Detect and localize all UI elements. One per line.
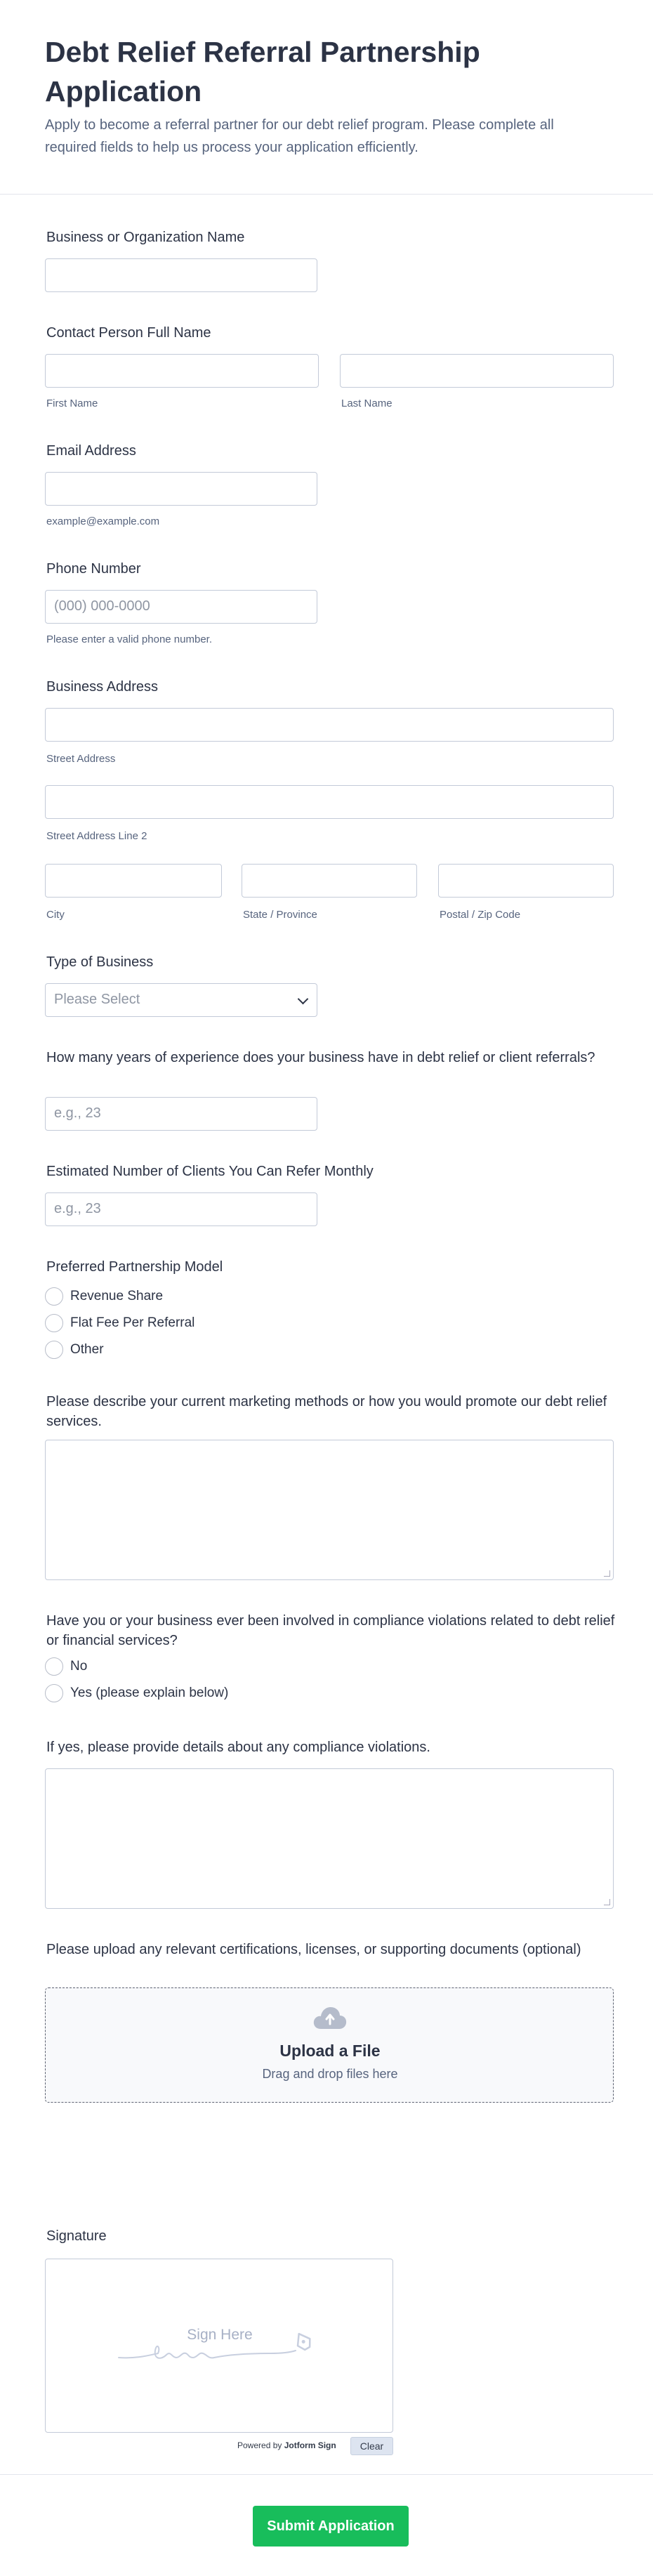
- business-name-label: Business or Organization Name: [46, 230, 245, 245]
- email-input[interactable]: [45, 472, 317, 506]
- street-address2-input[interactable]: [45, 785, 614, 819]
- signature-pad[interactable]: [45, 2259, 393, 2433]
- radio-compliance-yes-label: Yes (please explain below): [70, 1685, 229, 1700]
- header-divider: [0, 194, 653, 195]
- street-address-sublabel: Street Address: [46, 753, 116, 765]
- street-address2-sublabel: Street Address Line 2: [46, 830, 147, 842]
- powered-by-text: [237, 2440, 336, 2450]
- compliance-details-textarea[interactable]: [45, 1768, 614, 1909]
- clients-label: Estimated Number of Clients You Can Refer Monthly: [46, 1164, 374, 1179]
- state-input[interactable]: [242, 864, 417, 898]
- clients-input[interactable]: [45, 1192, 317, 1226]
- partnership-model-label: Preferred Partnership Model: [46, 1259, 223, 1275]
- business-type-selected: Please Select: [54, 992, 140, 1007]
- cloud-upload-icon: [312, 2005, 348, 2030]
- upload-hint: Drag and drop files here: [262, 2067, 398, 2081]
- experience-placeholder: e.g., 23: [54, 1105, 101, 1121]
- first-name-input[interactable]: [45, 354, 319, 388]
- radio-revenue-share[interactable]: [45, 1287, 63, 1306]
- radio-compliance-yes[interactable]: [45, 1684, 63, 1702]
- business-type-select[interactable]: [45, 983, 317, 1017]
- form-title: Debt Relief Referral Partnership Application: [45, 36, 480, 107]
- radio-compliance-no-label: No: [70, 1659, 88, 1674]
- phone-sublabel: Please enter a valid phone number.: [46, 633, 212, 645]
- powered-by-brand: Jotform Sign: [284, 2440, 336, 2450]
- compliance-details-label: If yes, please provide details about any compliance violations.: [46, 1740, 430, 1755]
- radio-compliance-no[interactable]: [45, 1657, 63, 1676]
- footer-divider: [0, 2474, 653, 2475]
- resize-handle[interactable]: [604, 1899, 610, 1905]
- business-name-input[interactable]: [45, 258, 317, 292]
- email-sublabel: example@example.com: [46, 515, 160, 527]
- city-input[interactable]: [45, 864, 222, 898]
- phone-input[interactable]: [45, 590, 317, 624]
- powered-by-prefix: Powered by: [237, 2440, 282, 2450]
- last-name-input[interactable]: [340, 354, 614, 388]
- last-name-sublabel: Last Name: [341, 397, 393, 409]
- upload-title: Upload a File: [279, 2042, 381, 2060]
- zip-input[interactable]: [438, 864, 614, 898]
- signature-clear-button[interactable]: Clear: [350, 2437, 393, 2455]
- first-name-sublabel: First Name: [46, 397, 98, 409]
- signature-label: Signature: [46, 2228, 107, 2244]
- radio-revenue-share-label: Revenue Share: [70, 1289, 164, 1303]
- compliance-label: Have you or your business ever been involved in compliance violations related to debt relief or financial services?: [46, 1613, 615, 1648]
- phone-placeholder: (000) 000-0000: [54, 598, 150, 614]
- experience-input[interactable]: [45, 1097, 317, 1131]
- radio-flat-fee-label: Flat Fee Per Referral: [70, 1315, 195, 1330]
- experience-label: How many years of experience does your business have in debt relief or client referrals?: [46, 1050, 595, 1065]
- email-label: Email Address: [46, 443, 136, 459]
- contact-name-label: Contact Person Full Name: [46, 325, 211, 341]
- marketing-textarea[interactable]: [45, 1440, 614, 1580]
- submit-button[interactable]: Submit Application: [253, 2506, 409, 2547]
- address-label: Business Address: [46, 679, 158, 695]
- business-type-label: Type of Business: [46, 954, 154, 970]
- street-address-input[interactable]: [45, 708, 614, 742]
- marketing-label: Please describe your current marketing methods or how you would promote our debt relief services.: [46, 1394, 607, 1429]
- file-upload-dropzone[interactable]: [45, 1987, 614, 2103]
- resize-handle[interactable]: [604, 1570, 610, 1577]
- zip-sublabel: Postal / Zip Code: [440, 909, 521, 921]
- radio-other[interactable]: [45, 1341, 63, 1359]
- radio-other-label: Other: [70, 1342, 104, 1357]
- clients-placeholder: e.g., 23: [54, 1201, 101, 1216]
- signature-placeholder: Sign Here: [187, 2327, 253, 2343]
- state-sublabel: State / Province: [243, 909, 317, 921]
- form-subtitle: Apply to become a referral partner for our debt relief program. Please complete all required fields to help us process your application efficiently.: [45, 117, 554, 155]
- phone-label: Phone Number: [46, 561, 141, 577]
- city-sublabel: City: [46, 909, 65, 921]
- radio-flat-fee[interactable]: [45, 1314, 63, 1332]
- signature-scribble-icon: [116, 2327, 319, 2369]
- upload-label: Please upload any relevant certifications, licenses, or supporting documents (optional): [46, 1942, 581, 1957]
